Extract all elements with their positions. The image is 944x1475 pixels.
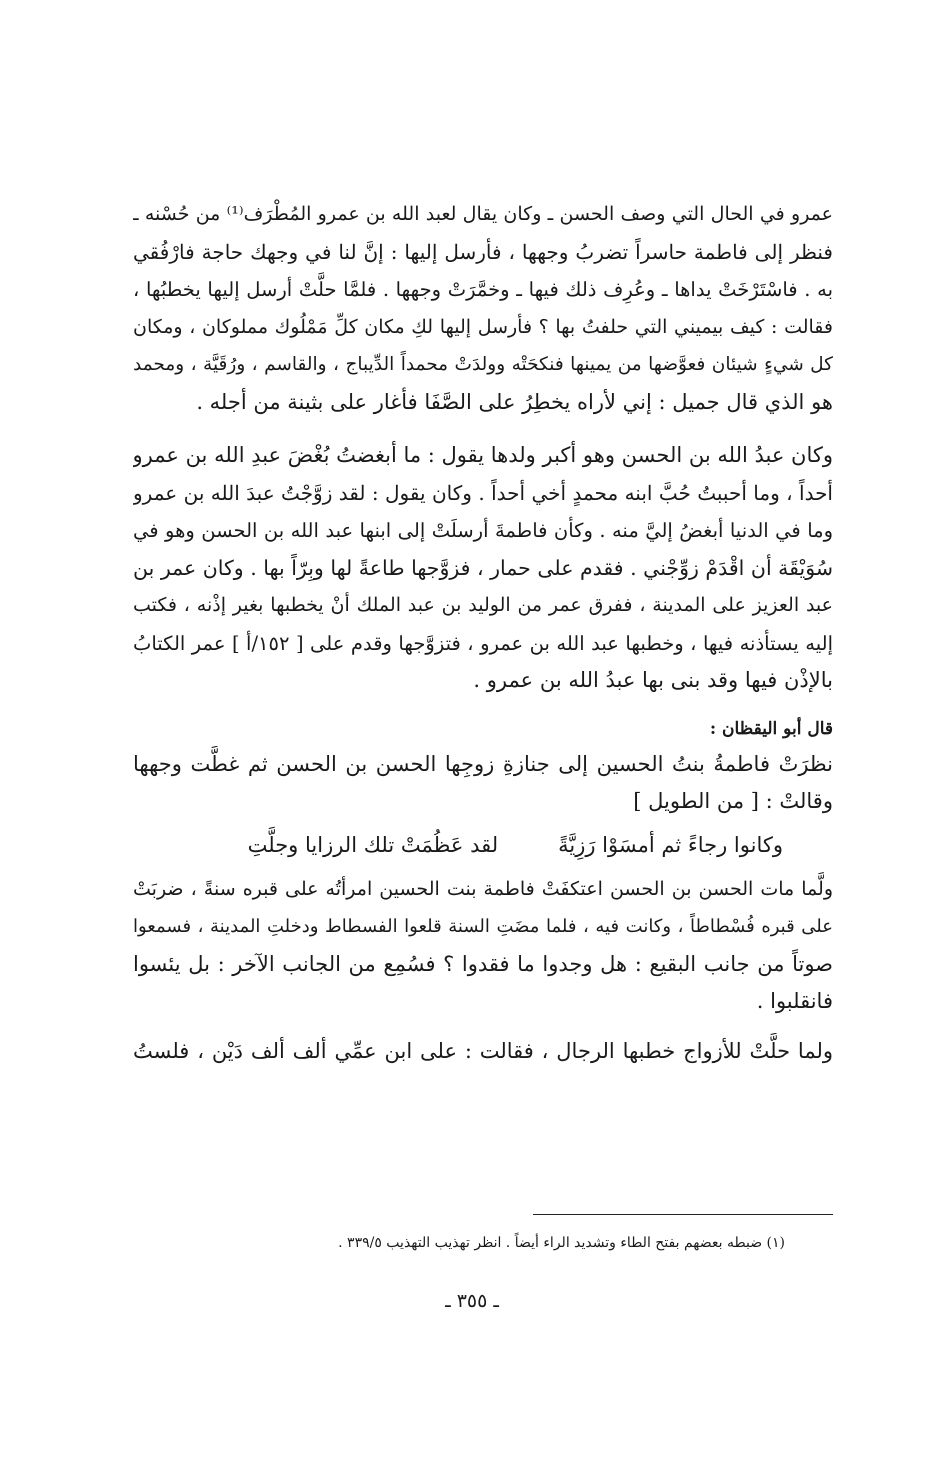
text-line: سُوَيْقَة أن اقْدَمْ زوِّجْني . فقدم على حمار ، فزوَّجها طاعةً لها وبِرّاً بها . وكان عمر بن	[133, 555, 833, 580]
text-line: فقالت : كيف بيميني التي حلفتُ بها ؟ فأرسل إليها لكِ مكان كلِّ مَمْلُوك مملوكان ، ومكان	[133, 315, 833, 338]
paragraph-5	[133, 1033, 833, 1071]
paragraph-2	[133, 437, 833, 700]
text-line: نظرَتْ فاطمةُ بنتُ الحسين إلى جنازةِ زوجِها الحسن بن الحسن ثم غطَّت وجهها	[133, 751, 833, 776]
page-body	[133, 196, 833, 1070]
text-line: إليه يستأذنه فيها ، وخطبها عبد الله بن عمرو ، فتزوَّجها وقدم على [ ١٥٢/أ ] عمر الكتابُ	[133, 631, 833, 655]
page-number: ـ ٣٥٥ ـ	[445, 1290, 499, 1312]
text-line: ولَّما مات الحسن بن الحسن اعتكفَتْ فاطمة بنت الحسين امرأتُه على قبره سنةً ، ضربَتْ	[133, 877, 833, 900]
text-line: صوتاً من جانب البقيع : هل وجدوا ما فقدوا ؟ فسُمِع من الجانب الآخر : بل يئسوا	[133, 951, 833, 976]
text-line: هو الذي قال جميل : إني لأراه يخطِرُ على الصَّفَا فأغار على بثينة من أجله .	[196, 389, 833, 414]
text-line: بالإذْن فيها وقد بنى بها عبدُ الله بن عمرو .	[473, 668, 833, 692]
text-line: وما في الدنيا أبغضُ إليَّ منه . وكأن فاطمةَ أرسلَتْ إلى ابنها عبد الله بن الحسن وهو في	[133, 519, 833, 542]
footnote: (١) ضبطه بعضهم بفتح الطاء وتشديد الراء أيضاً . انظر تهذيب التهذيب ٣٣٩/٥ .	[338, 1235, 785, 1251]
footnote-divider	[533, 1214, 833, 1215]
speaker-label: قال أبو اليقظان :	[709, 718, 833, 739]
text-line: به . فاسْتَرْخَتْ يداها ـ وعُرِف ذلك فيها ـ وخمَّرَتْ وجهها . فلمَّا حلَّتْ أرسل إليها يخطبُها ،	[133, 278, 833, 301]
text-line: وقالتْ : [ من الطويل ]	[633, 789, 833, 813]
paragraph-3	[133, 746, 833, 821]
text-line: أحداً ، وما أحببتُ حُبَّ ابنه محمدٍ أخي أحداً . وكان يقول : لقد زوَّجْتُ عبدَ الله بن عمرو	[133, 480, 833, 505]
poem-verse	[133, 823, 833, 867]
text-line: فنظر إلى فاطمة حاسراً تضربُ وجهها ، فأرسل إليها : إنَّ لنا في وجهك حاجة فارْفُقي	[133, 239, 833, 264]
verse-hemistich-first: وكانوا رجاءً ثم أمسَوْا رَزِيَّةً	[558, 832, 783, 857]
verse-hemistich-second: لقد عَظُمَتْ تلك الرزايا وجلَّتِ	[247, 832, 499, 857]
text-line: وكان عبدُ الله بن الحسن وهو أكبر ولدها يقول : ما أبغضتُ بُغْضَ عبدِ الله بن عمرو	[133, 443, 833, 467]
text-line: ولما حلَّتْ للأزواج خطبها الرجال ، فقالت : على ابن عمِّي ألف ألف دَيْن ، فلستُ	[133, 1038, 833, 1063]
text-line: عبد العزيز على المدينة ، ففرق عمر من الوليد بن عبد الملك أنْ يخطبها بغير إذْنه ، فكتب	[133, 594, 833, 616]
text-line: فانقلبوا .	[756, 989, 833, 1013]
text-line: كل شيءٍ شيئان فعوَّضها من يمينها فنكحَتْه وولدَتْ محمداً الدِّيباج ، والقاسم ، ورُقَيَّة ، ومحمد	[133, 354, 833, 375]
paragraph-4	[133, 871, 833, 1021]
paragraph-1	[133, 196, 833, 421]
text-line: على قبره فُسْطاطاً ، وكانت فيه ، فلما مضَتِ السنة قلعوا الفسطاط ودخلتِ المدينة ، فسمعوا	[133, 916, 833, 937]
text-line: عمرو في الحال التي وصف الحسن ـ وكان يقال لعبد الله بن عمرو المُطْرَف⁽¹⁾ من حُسْنه ـ	[133, 203, 833, 225]
